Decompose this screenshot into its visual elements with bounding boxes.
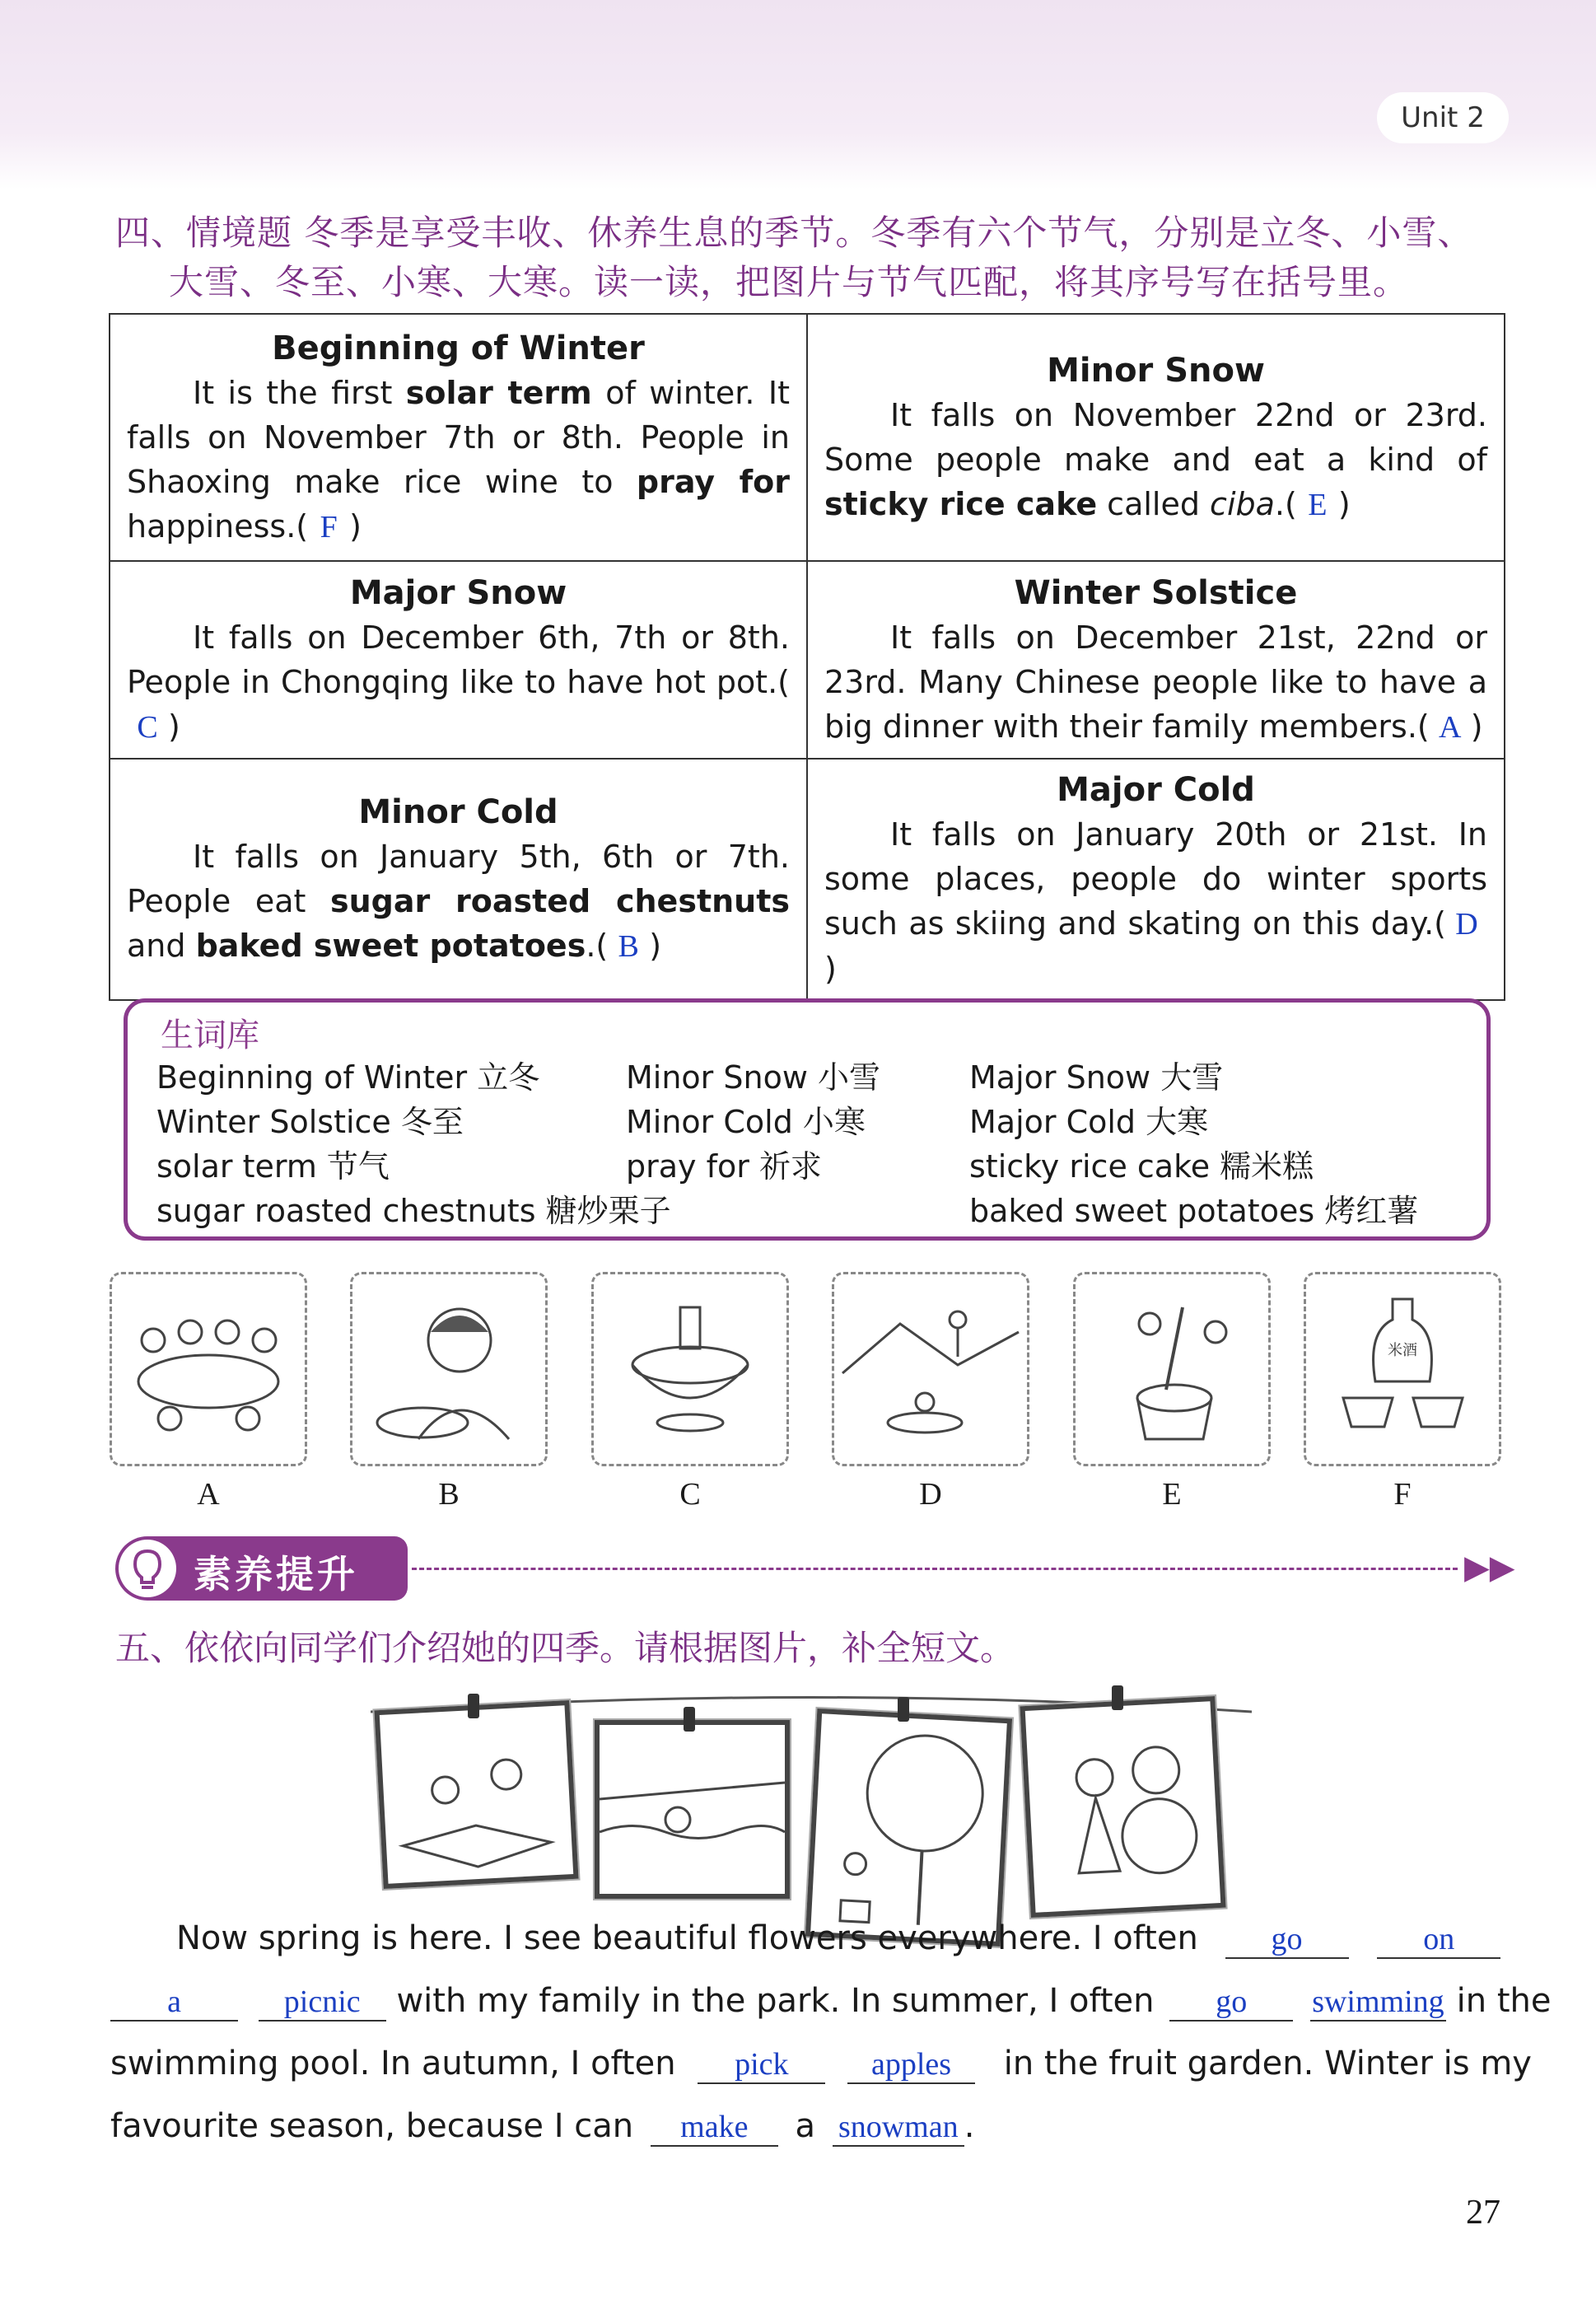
paren: ) (1470, 708, 1483, 745)
paren: ) (824, 951, 837, 987)
passage-text: in the (1456, 1982, 1552, 2020)
term-keyword: pray for (636, 463, 790, 500)
vocab-word: Beginning of Winter 立冬 (156, 1059, 540, 1096)
unit-badge: Unit 2 (1377, 92, 1509, 143)
term-title: Minor Cold (358, 793, 558, 831)
picture-label: B (438, 1477, 460, 1512)
term-keyword: baked sweet potatoes (195, 928, 586, 964)
term-title: Minor Snow (1047, 351, 1265, 390)
passage-text: . (964, 2107, 975, 2145)
hot-pot-illustration (594, 1274, 786, 1464)
term-text: called (1097, 485, 1211, 522)
vocab-word: Minor Snow 小雪 (626, 1059, 880, 1096)
passage-text: in the fruit garden. Winter is my (1003, 2045, 1532, 2082)
paren: ) (1337, 485, 1351, 522)
clothespin-icon (684, 1707, 695, 1732)
term-keyword: solar term (405, 374, 592, 411)
paren: ) (649, 928, 662, 964)
picture-a-family-dinner (110, 1272, 307, 1466)
boy-eating-illustration (352, 1274, 545, 1464)
term-text: It falls on January 5th, 6th or 7th. People eat (127, 839, 790, 919)
picture-b-boy-eating (350, 1272, 548, 1466)
passage-text: swimming pool. In autumn, I often (110, 2045, 676, 2082)
question-4-heading-line1: 四、情境题 冬季是享受丰收、休养生息的季节。冬季有六个节气，分别是立冬、小雪、 (115, 213, 1473, 253)
photo-summer-swimming (595, 1720, 790, 1899)
rice-cake-illustration (1076, 1274, 1268, 1464)
vocab-word: baked sweet potatoes 烤红薯 (969, 1193, 1419, 1229)
answer-field[interactable]: E (1308, 487, 1328, 522)
term-cell-beginning-of-winter (110, 314, 807, 561)
skiing-illustration (834, 1274, 1027, 1464)
section-title: 素养提升 (194, 1552, 358, 1596)
term-text: It is the first (193, 374, 406, 411)
rice-wine-illustration (1306, 1274, 1499, 1464)
divider (412, 1568, 1458, 1570)
vocab-word: pray for 祈求 (626, 1148, 822, 1185)
term-title: Beginning of Winter (272, 329, 645, 367)
term-title: Major Cold (1057, 771, 1255, 809)
answer-field[interactable]: D (1455, 907, 1478, 942)
picture-e-making-rice-cake (1073, 1272, 1271, 1466)
term-cell-major-cold (807, 759, 1505, 1000)
family-dinner-illustration (112, 1274, 305, 1464)
term-italic: ciba (1210, 485, 1275, 522)
term-title: Winter Solstice (1014, 573, 1298, 612)
answer-blank[interactable]: apples (847, 2046, 975, 2084)
photo-autumn-apples (805, 1708, 1012, 1947)
passage-line-2 (110, 1982, 1552, 2022)
term-keyword: sticky rice cake (824, 485, 1098, 522)
picture-f-rice-wine (1304, 1272, 1501, 1466)
term-cell-minor-cold (110, 759, 807, 1000)
header-band (0, 0, 1596, 189)
passage-line-3 (110, 2045, 1532, 2084)
picture-label: E (1162, 1477, 1182, 1512)
term-text: .( (1274, 485, 1297, 522)
picture-label: F (1393, 1477, 1412, 1512)
term-text: It falls on December 6th, 7th or 8th. People in Chongqing like to have hot pot.( (127, 619, 790, 700)
term-cell-winter-solstice (807, 561, 1505, 759)
term-text: happiness.( (127, 507, 309, 545)
answer-blank[interactable]: go (1225, 1921, 1349, 1959)
passage-line-1 (110, 1919, 1504, 1959)
answer-field[interactable]: C (137, 709, 158, 745)
answer-field[interactable]: B (618, 929, 639, 964)
double-arrow-icon: ▶▶ (1464, 1549, 1515, 1587)
term-text: It falls on November 22nd or 23rd. Some people make and eat a kind of (824, 396, 1487, 478)
vocab-word: Minor Cold 小寒 (626, 1104, 866, 1140)
question-4-heading-line2: 大雪、冬至、小寒、大寒。读一读，把图片与节气匹配，将其序号写在括号里。 (169, 262, 1409, 302)
answer-field[interactable]: F (320, 509, 338, 545)
term-title: Major Snow (349, 573, 567, 612)
answer-field[interactable]: A (1439, 709, 1462, 745)
term-keyword: sugar roasted chestnuts (330, 883, 791, 919)
picture-label: C (679, 1477, 701, 1512)
answer-blank[interactable]: snowman (833, 2109, 964, 2147)
passage-text: Now spring is here. I see beautiful flowers everywhere. I often (176, 1919, 1198, 1957)
vocab-word: solar term 节气 (156, 1148, 390, 1185)
answer-blank[interactable]: a (110, 1984, 238, 2022)
vocab-word: sticky rice cake 糯米糕 (969, 1148, 1314, 1185)
clothespin-icon (1112, 1685, 1123, 1710)
question-5-heading: 五、依依向同学们介绍她的四季。请根据图片，补全短文。 (115, 1628, 1015, 1668)
answer-blank[interactable]: swimming (1310, 1984, 1446, 2022)
term-text: and (127, 928, 196, 964)
solar-terms-table (109, 313, 1505, 1001)
paren: ) (168, 708, 180, 745)
term-text: It falls on January 20th or 21st. In some places, people do winter sports such as skiing and skating on this day.( (824, 816, 1487, 942)
term-text: It falls on December 21st, 22nd or 23rd. Many Chinese people like to have a big dinner with their family members.( (824, 619, 1487, 745)
picture-label: A (197, 1477, 220, 1512)
answer-blank[interactable]: make (651, 2109, 778, 2147)
passage-text: favourite season, because I can (110, 2107, 634, 2145)
photo-winter-snowman (1020, 1696, 1225, 1918)
term-text: of winter. It falls on November 7th or 8th. People in Shaoxing make rice wine to (127, 374, 790, 500)
answer-blank[interactable]: pick (698, 2046, 825, 2084)
passage-text: with my family in the park. In summer, I often (396, 1982, 1155, 2020)
page-number: 27 (1466, 2194, 1500, 2232)
vocabulary-box (124, 998, 1491, 1241)
clothespin-icon (898, 1697, 909, 1722)
passage-text: a (795, 2107, 816, 2145)
answer-blank[interactable]: picnic (259, 1984, 386, 2022)
clothespin-icon (468, 1694, 479, 1718)
term-text: .( (586, 928, 609, 964)
term-cell-minor-snow (807, 314, 1505, 561)
vocabulary-title: 生词库 (161, 1017, 259, 1054)
term-cell-major-snow (110, 561, 807, 759)
picture-d-skiing (832, 1272, 1029, 1466)
answer-blank[interactable]: go (1169, 1984, 1293, 2022)
picture-c-hot-pot (591, 1272, 789, 1466)
vocab-word: sugar roasted chestnuts 糖炒栗子 (156, 1193, 671, 1229)
lightbulb-icon (119, 1540, 176, 1597)
vocab-word: Winter Solstice 冬至 (156, 1104, 464, 1140)
answer-blank[interactable]: on (1377, 1921, 1500, 1959)
section-banner (115, 1536, 408, 1601)
paren: ) (349, 507, 362, 545)
photo-spring-picnic (374, 1700, 578, 1889)
vocab-word: Major Snow 大雪 (969, 1059, 1224, 1096)
wine-label-text: 米酒 (1388, 1342, 1417, 1359)
passage-line-4 (110, 2107, 1504, 2147)
picture-label: D (919, 1477, 942, 1512)
vocab-word: Major Cold 大寒 (969, 1104, 1209, 1140)
